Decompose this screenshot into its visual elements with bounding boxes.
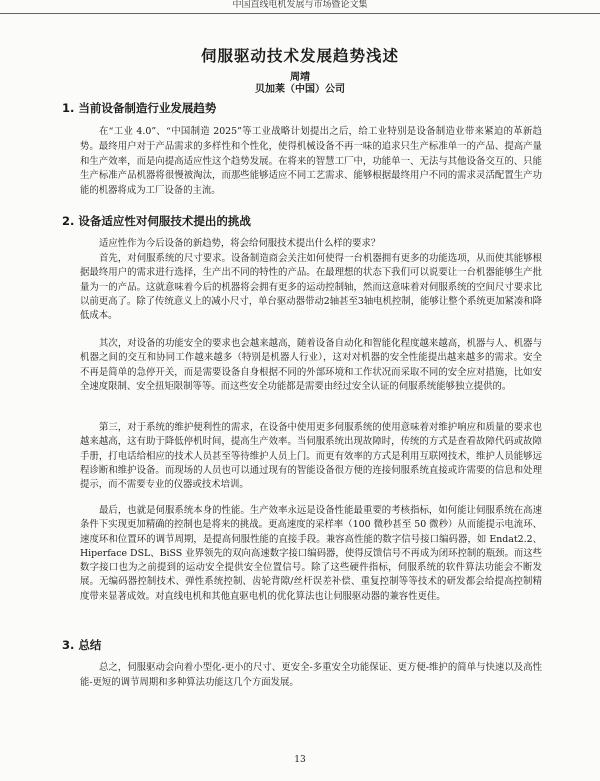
author-name: 周靖 — [290, 72, 310, 83]
running-header: 中国直线电机发展与市场暨论文集 — [0, 0, 600, 14]
section-heading-3: 3. 总结 — [62, 638, 102, 652]
section-heading-2: 2. 设备适应性对伺服技术提出的挑战 — [62, 214, 251, 228]
section-2-paragraph-3: 其次，对设备的功能安全的要求也会越来越高，随着设备自动化和智能化程度越来越高，机器与人、机器与机器之间的交互和协同工作越来越多（特别是机器人行业），这对对机器的安全性能提出越来越多的需求。安全不再是简单的急停开关，而是需要设备自身根据不同的外部环境和工作状况而采取不同的安全应对措施，比如安全速度限制、安全扭矩限制等等。而这些安全功能都是需要由经过安全认证的伺服系统能够独立提供的。 — [80, 338, 542, 392]
author-affiliation: 贝加莱（中国）公司 — [255, 84, 345, 95]
section-2-paragraph-4: 第三，对于系统的维护便利性的需求，在设备中使用更多伺服系统的使用意味着对维护响应和质量的要求也越来越高，这有助于降低停机时间，提高生产效率。当伺服系统出现故障时，传统的方式是查看故障代码或故障手册，打电话给相应的技术人员甚至等待维护人员上门。而更有效率的方式是利用互联网技术，维护人员能够远程诊断和维护设备。而现场的人员也可以通过现有的智能设备很方便的连接伺服系统直接或许需要的信息和处理提示，而不需要专业的仪器或技术培训。 — [80, 422, 542, 491]
section-3-paragraph-1: 总之，伺服驱动会向着小型化-更小的尺寸、更安全-多重安全功能保证、更方便-维护的简单与快速以及高性能-更短的调节周期和多种算法功能这几个方面发展。 — [80, 662, 542, 688]
page-number: 13 — [294, 755, 306, 765]
section-2-paragraph-2: 首先，对伺服系统的尺寸要求。设备制造商会关注如何使得一台机器拥有更多的功能选项，从而使其能够根据最终用户的需求进行选择，生产出不同的特性的产品。在最理想的状态下我们可以说要让一台机器能够生产批量为一的产品。这就意味着今后的机器将会拥有更多的运动控制轴，然而这意味着对伺服系统的空间尺寸要求比以前更高了。除了传统意义上的减小尺寸，单台驱动器带动2轴甚至3轴电机控制，能够让整个系统更加紧凑和降低成本。 — [80, 253, 542, 322]
article-title: 伺服驱动技术发展趋势浅述 — [200, 47, 399, 65]
section-heading-1: 1. 当前设备制造行业发展趋势 — [62, 101, 217, 115]
section-2-paragraph-1: 适应性作为今后设备的新趋势，将会给伺服技术提出什么样的要求？ — [99, 238, 381, 249]
section-1-paragraph-1: 在“工业 4.0”、“中国制造 2025”等工业战略计划提出之后，给工业特别是设备制造业带来紧迫的革新趋势。最终用户对于产品需求的多样性和个性化，使得机械设备不再一味的追求只生产标准单一的产品、提高产量和生产效率，而是向提高适应性这个趋势发展。在将来的智慧工厂中，功能单一、无法与其他设备交互的、只能生产标准产品机器将很慢被淘汰，而那些能够适应不同工艺需求、能够根据最终用户不同的需求灵活配置生产功能的机器将成为工厂设备的主流。 — [80, 126, 542, 197]
section-2-paragraph-5: 最后，也就是伺服系统本身的性能。生产效率永远是设备性能最重要的考核指标，如何能让伺服系统在高速条件下实现更加精确的控制也是将来的挑战。更高速度的采样率（100 微秒甚至 50 微秒）从而能提示电流环、速度环和位置环的调节周期，是提高伺服性能的直接手段。兼容高性能的数字信号接口编码器，如 Endat2.2、Hiperface DSL、BiSS 业界领先的双向高速数字接口编码器，使得反馈信号不再成为闭环控制的瓶颈。而这些数字接口也为之前提到的运动安全提供安全位置信号。除了这些硬件指标，伺服系统的软件算法功能会不断发展。无编码器控制技术、弹性系统控制、齿轮背隙/丝杆误差补偿、重复控制等等技术的研发都会给提高控制精度带来显著成效。对直线电机和其他直驱电机的优化算法也让伺服驱动器的兼容性更佳。 — [80, 505, 542, 602]
